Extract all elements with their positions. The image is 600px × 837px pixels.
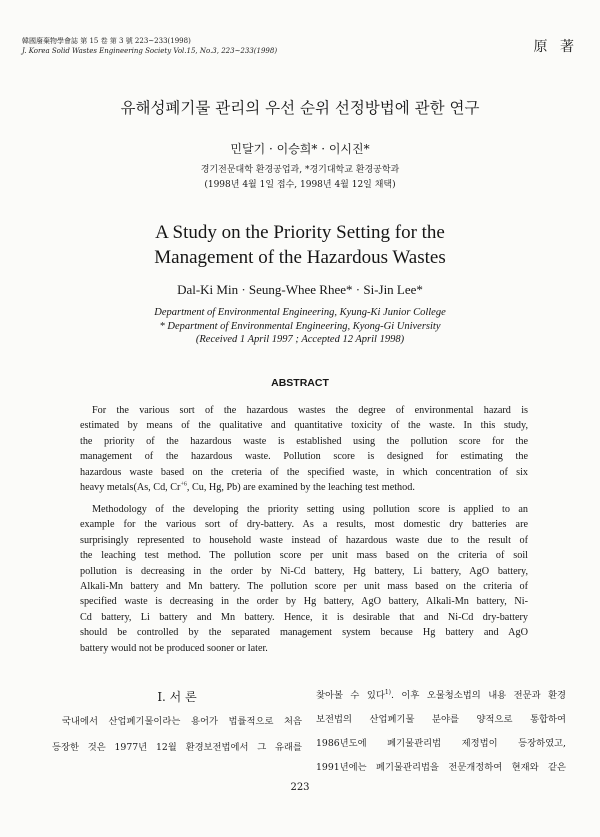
page-number: 223: [290, 782, 310, 793]
body-left-line: 국내에서 산업폐기물이라는 용어가 법률적으로 처음: [62, 716, 302, 727]
title-english: [0, 220, 600, 270]
authors-korean: 민달기 · 이승희* · 이시진*: [230, 142, 370, 156]
abstract-line: example for the various sort of dry-battery. As a results, most domestic dry batteries are: [80, 519, 528, 531]
abstract-paragraph-2: [80, 502, 528, 656]
abstract-line: should be controlled by the separated management system because Hg battery and AgO: [80, 627, 528, 639]
affiliation-english: [0, 306, 600, 347]
abstract-line: pollution is decreasing in the order by Ni-Cd battery, Hg battery, Li battery, AgO battery,: [80, 565, 528, 577]
section-heading-introduction: I. 서 론: [157, 690, 197, 704]
abstract-line: Methodology of the developing the priority setting using pollution score is applied to an: [92, 504, 528, 515]
abstract-line: specified waste is decreasing in the order by Hg battery, AgO battery, Alkali-Mn battery, Ni-: [80, 596, 528, 608]
affiliation-english-line: Department of Environmental Engineering, Kyung-Ki Junior College: [154, 307, 446, 318]
abstract-line: the priority of the hazardous waste is established using the pollution score for the: [80, 435, 528, 447]
journal-citation-en: J. Korea Solid Wastes Engineering Society Vol.15, No.3, 223~233(1998): [22, 46, 278, 55]
abstract-heading: ABSTRACT: [271, 377, 329, 389]
affiliation-korean-line: 경기전문대학 환경공업과, *경기대학교 환경공학과: [200, 165, 400, 175]
abstract-paragraph-1: [80, 403, 528, 495]
journal-header: [22, 37, 277, 56]
abstract-line: estimated by means of the qualitative and quantitative toxicity of the waste. In this study,: [80, 420, 528, 432]
abstract-line: hazardous waste based on the creteria of the specified waste, in which concentration of six: [80, 466, 528, 478]
abstract-line: the leaching test method. The pollution score per unit mass based on the criteria of soil: [80, 550, 528, 562]
abstract-line: battery would not be produced sooner or later.: [80, 642, 268, 654]
body-left-line: 등장한 것은 1977년 12월 환경보전법에서 그 유래를: [52, 742, 302, 753]
article-type-label: 原 著: [533, 39, 578, 55]
abstract-line: Alkali-Mn battery and Mn battery. The pollution score per unit mass based on the criteria of: [80, 580, 528, 592]
body-right-line: 1986년도에 폐기물관리법 제정법이 등장하였고,: [316, 738, 566, 749]
affiliation-korean: [0, 163, 600, 193]
title-english-line: A Study on the Priority Setting for the: [155, 222, 445, 243]
journal-citation-kr: 韓國廢棄物學會誌 第 15 卷 第 3 號 223~233(1998): [22, 37, 191, 45]
abstract-line: heavy metals(As, Cd, $Cr^{+6}$, Cu, Hg, Pb) are examined by the leaching test method.: [80, 481, 415, 493]
abstract-line: surprisingly represented to household waste instead of hazardous waste due to the result of: [80, 534, 528, 546]
received-date-english: (Received 1 April 1997 ; Accepted 12 April 1998): [195, 334, 405, 345]
title-english-line: Management of the Hazardous Wastes: [154, 247, 446, 268]
received-date-korean: (1998년 4월 1일 접수, 1998년 4월 12일 채택): [204, 180, 396, 190]
authors-english: Dal-Ki Min · Seung-Whee Rhee* · Si-Jin Lee*: [177, 282, 423, 297]
abstract-line: For the various sort of the hazardous wastes the degree of environmental hazard is: [92, 405, 528, 416]
affiliation-english-line: * Department of Environmental Engineering, Kyong-Gi University: [159, 320, 441, 332]
abstract-line: Cd battery, Li battery and Mn battery. Hence, it is desirable that and Ni-Cd dry-battery: [80, 611, 528, 623]
title-korean: 유해성폐기물 관리의 우선 순위 선정방법에 관한 연구: [120, 99, 480, 117]
abstract-line: management of the hazardous waste. Pollution score is designed for estimating the: [80, 451, 528, 463]
body-right-line: 찾아볼 수 있다$^{1)}$. 이후 오물청소법의 내용 전문과 환경: [316, 688, 566, 701]
body-right-line: 보전법의 산업폐기물 분야를 양적으로 통합하여: [316, 714, 566, 725]
body-right-line: 1991년에는 폐기물관리법을 전문개정하여 현재와 같은: [316, 762, 566, 773]
